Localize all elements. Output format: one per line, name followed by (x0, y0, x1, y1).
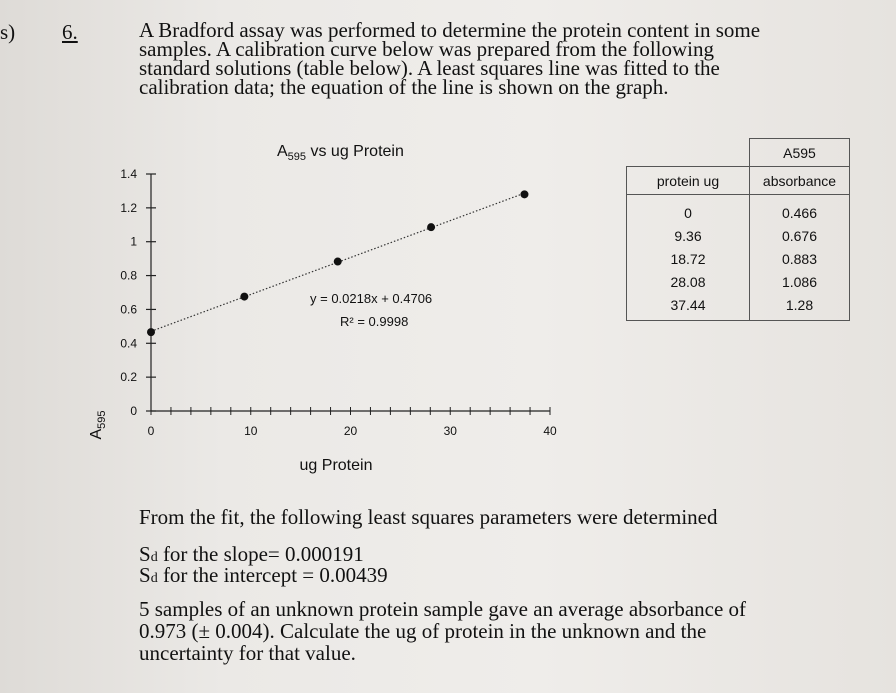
table-cell: 0.676 (750, 224, 850, 247)
table-row (627, 224, 850, 247)
table-header-blank (627, 139, 750, 167)
x-ticks (148, 407, 557, 438)
data-points (147, 190, 528, 336)
fit-intro: From the fit, the following least squares parameters were determined (139, 505, 718, 529)
question-line: standard solutions (table below). A least squares line was fitted to the (139, 56, 720, 80)
table-cell: 1.28 (750, 293, 850, 321)
table-row (627, 195, 850, 225)
y-tick-label: 0.2 (120, 370, 137, 385)
standards-table (626, 138, 850, 321)
unknown-line: uncertainty for that value. (139, 641, 356, 665)
svg-text:A595: $A_{595}$ (88, 410, 108, 440)
question-line: A Bradford assay was performed to determine the protein content in some (139, 18, 761, 42)
table-cell: 18.72 (627, 247, 750, 270)
question-text (139, 18, 761, 99)
data-point (240, 293, 248, 301)
table-cell: 37.44 (627, 293, 750, 321)
slope-text: for the slope= 0.000191 (157, 542, 364, 566)
table-row (627, 247, 850, 270)
x-tick-label: 40 (543, 424, 557, 438)
x-tick-label: 20 (343, 424, 358, 438)
y-tick-label: 0 (130, 404, 137, 418)
data-point (520, 190, 528, 198)
margin-label: s) (0, 20, 16, 44)
table-cell: 0.883 (750, 247, 850, 270)
y-tick-label: 0.4 (120, 336, 137, 351)
data-point (334, 258, 342, 266)
intercept-symbol: S (139, 563, 151, 587)
table-cell: 0.466 (750, 195, 850, 225)
intercept-text: for the intercept = 0.00439 (157, 563, 388, 587)
y-tick-label: 1 (130, 234, 137, 249)
x-axis-label: ug Protein (299, 457, 373, 474)
question-line: samples. A calibration curve below was prepared from the following (139, 37, 714, 61)
slope-subscript: d (150, 550, 158, 565)
y-axis-label (88, 410, 108, 439)
svg-text:A595 vs ug Protein: $A_{595}$ vs ug Protein (277, 143, 404, 163)
table-header-a595: A595 (750, 139, 850, 167)
chart-title (277, 143, 404, 163)
slope-symbol: S (139, 542, 151, 566)
question-line: calibration data; the equation of the line is shown on the graph. (139, 75, 669, 99)
table-cell: 1.086 (750, 270, 850, 293)
table-row (627, 293, 850, 321)
intercept-uncertainty (139, 565, 388, 589)
data-point (427, 223, 435, 231)
unknown-line: 5 samples of an unknown protein sample gave an average absorbance of (139, 597, 747, 621)
y-tick-label: 0.6 (120, 302, 137, 317)
table-row (627, 270, 850, 293)
x-tick-label: 10 (244, 424, 258, 438)
equation-label: y = 0.0218x + 0.4706 (310, 291, 433, 306)
calibration-chart (0, 130, 620, 490)
intercept-subscript: d (150, 571, 158, 586)
y-tick-label: 1.2 (120, 200, 137, 215)
data-point (147, 328, 155, 336)
table-cell: 9.36 (627, 224, 750, 247)
table-header-row (627, 139, 850, 167)
y-tick-label: 1.4 (120, 167, 137, 181)
question-number: 6. (62, 20, 78, 44)
table-column-headers (627, 167, 850, 195)
table-cell: 0 (627, 195, 750, 225)
unknown-line: 0.973 (± 0.004). Calculate the ug of protein in the unknown and the (139, 619, 707, 643)
r2-label: R² = 0.9998 (340, 314, 409, 329)
y-tick-label: 0.8 (120, 268, 137, 283)
x-tick-label: 30 (443, 424, 457, 438)
col-header-protein: protein ug (627, 167, 750, 195)
unknown-sample-text (139, 598, 746, 664)
x-tick-label: 0 (147, 424, 155, 438)
table-cell: 28.08 (627, 270, 750, 293)
col-header-absorbance: absorbance (750, 167, 850, 195)
